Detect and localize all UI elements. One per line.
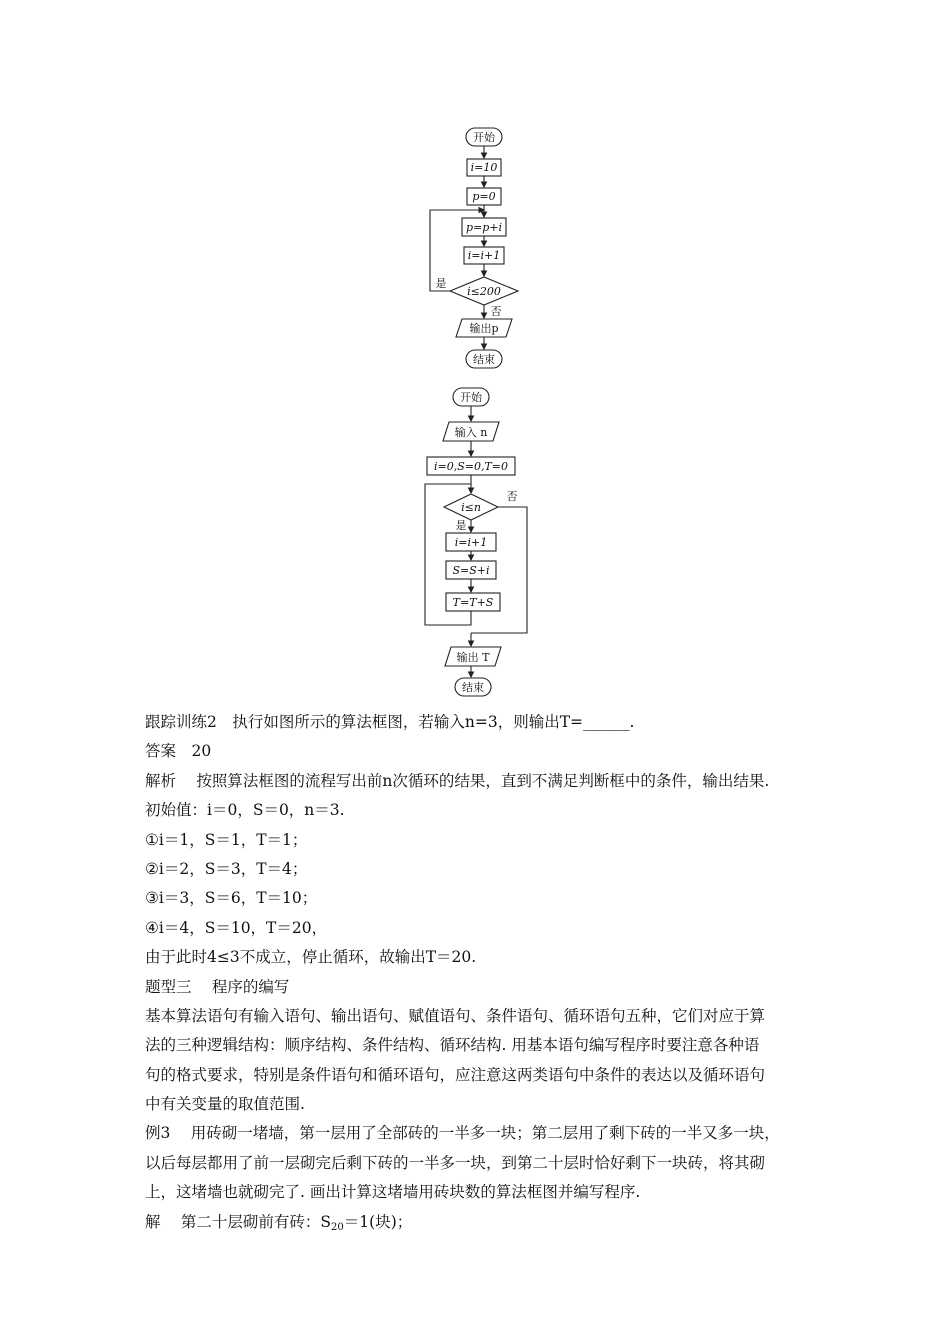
fc1-step3-label: p=p+i — [465, 221, 503, 234]
fc1-end-label: 结束 — [473, 353, 495, 366]
fc2-start-label: 开始 — [460, 391, 482, 404]
fc2-input-label: 输入 n — [454, 426, 488, 439]
initial-values: 初始值：i＝0，S＝0，n＝3. — [145, 801, 345, 820]
fc1-output-label: 输出p — [469, 322, 499, 335]
fc2-yes-label: 是 — [455, 519, 467, 532]
document-text — [145, 708, 825, 1237]
fc2-step2-label: S=S+i — [452, 564, 490, 577]
fc2-end-label: 结束 — [462, 681, 484, 694]
example-line-1: 例3 用砖砌一堵墙，第一层用了全部砖的一半多一块；第二层用了剩下砖的一半又多一块， — [145, 1124, 780, 1143]
conclusion: 由于此时4≤3不成立，停止循环，故输出T＝20. — [145, 948, 477, 967]
example-line-2: 以后每层都用了前一层砌完后剩下砖的一半多一块，到第二十层时恰好剩下一块砖，将其砌 — [145, 1153, 766, 1172]
analysis-line: 解析 按照算法框图的流程写出前n次循环的结果，直到不满足判断框中的条件，输出结果. — [145, 771, 770, 790]
paragraph-line-4: 中有关变量的取值范围. — [145, 1095, 305, 1114]
step-4: ④i＝4，S＝10，T＝20， — [145, 918, 328, 937]
step-1: ①i＝1，S＝1，T＝1； — [145, 830, 308, 849]
step-3: ③i＝3，S＝6，T＝10； — [145, 889, 318, 908]
paragraph-line-3: 句的格式要求，特别是条件语句和循环语句，应注意这两类语句中条件的表达以及循环语句 — [145, 1065, 766, 1084]
fc2-no-label: 否 — [506, 490, 518, 503]
solution-line — [145, 1208, 825, 1237]
fc1-step4-label: i=i+1 — [467, 249, 501, 262]
solution-subscript: 20 — [331, 1221, 344, 1233]
paragraph-line-1: 基本算法语句有输入语句、输出语句、赋值语句、条件语句、循环语句五种，它们对应于算 — [145, 1006, 766, 1025]
fc2-cond-label: i≤n — [461, 501, 481, 514]
paragraph-line-2: 法的三种逻辑结构：顺序结构、条件结构、循环结构. 用基本语句编写程序时要注意各种语 — [145, 1036, 760, 1055]
fc2-step3-label: T=T+S — [452, 596, 494, 609]
fc1-start-label: 开始 — [473, 131, 495, 144]
fc1-cond-label: i≤200 — [467, 285, 501, 298]
fc2-step1-label: i=i+1 — [454, 536, 488, 549]
fc1-step2-label: p=0 — [472, 190, 496, 203]
fc1-step1-label: i=10 — [470, 161, 498, 174]
example-line-3: 上，这堵墙也就砌完了. 画出计算这堵墙用砖块数的算法框图并编写程序. — [145, 1183, 641, 1202]
answer-line: 答案 20 — [145, 742, 212, 761]
section-title: 题型三 程序的编写 — [145, 977, 290, 996]
solution-suffix: ＝1(块)； — [343, 1212, 413, 1231]
fc2-init-label: i=0,S=0,T=0 — [433, 460, 509, 473]
solution-prefix: 解 第二十层砌前有砖：S — [145, 1212, 332, 1231]
fc1-yes-label: 是 — [435, 277, 447, 290]
fc1-no-label: 否 — [490, 305, 502, 318]
question-title: 跟踪训练2 执行如图所示的算法框图，若输入n=3，则输出T=______. — [145, 713, 635, 731]
step-2: ②i＝2，S＝3，T＝4； — [145, 859, 308, 878]
fc2-output-label: 输出 T — [456, 651, 490, 664]
